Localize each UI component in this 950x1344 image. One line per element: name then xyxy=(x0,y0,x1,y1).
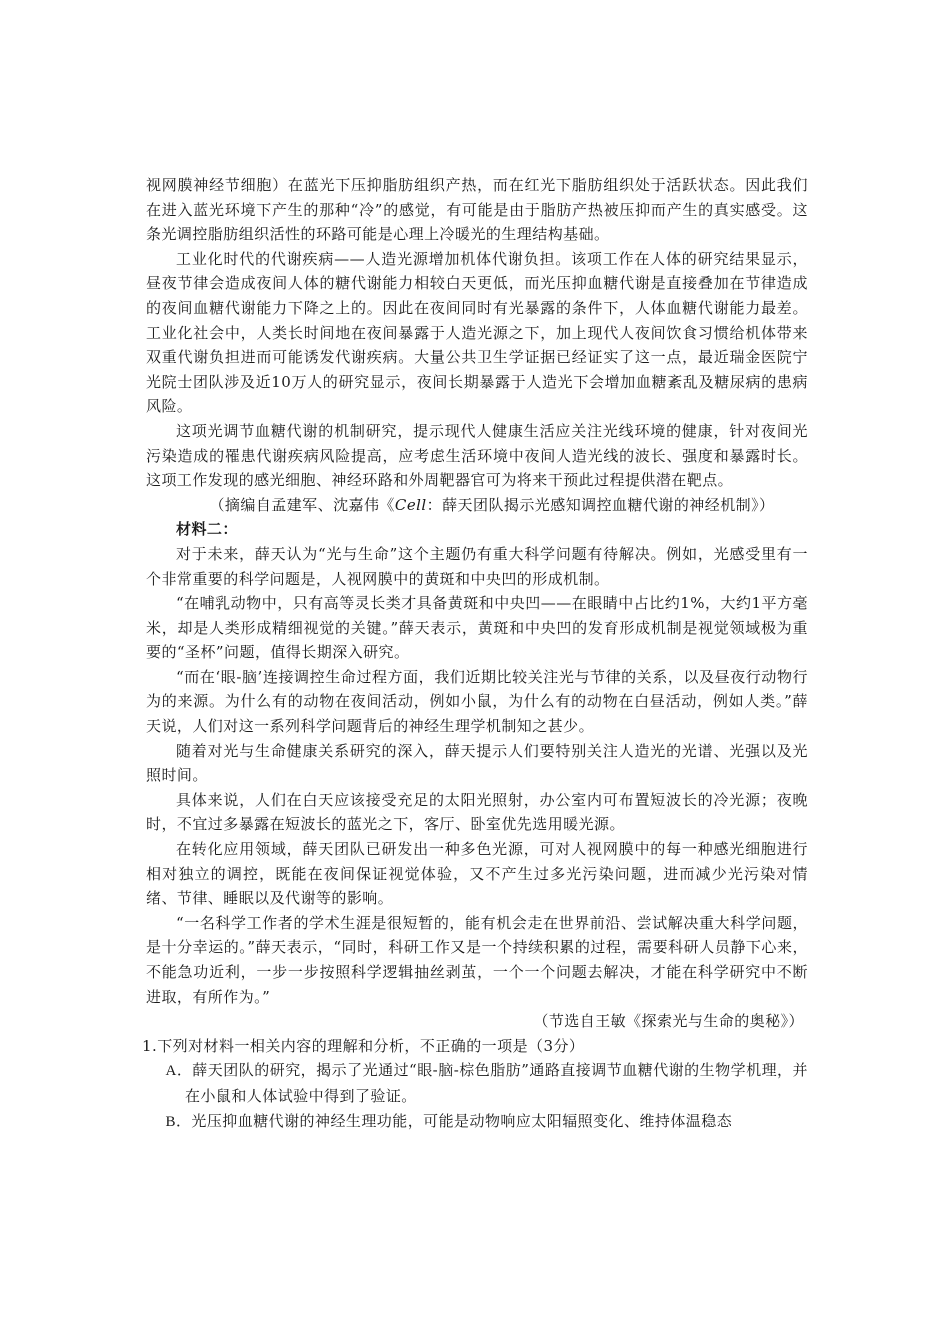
material2-paragraph: 在转化应用领域，薛天团队已研发出一种多色光源，可对人视网膜中的每一种感光细胞进行相对独立的调控，既能在夜间保证视觉体验，又不产生过多光污染问题，进而减少光污染对情绪、节律、睡眠以及代谢等的影响。 xyxy=(146,840,808,908)
material2-paragraph: “在哺乳动物中，只有高等灵长类才具备黄斑和中央凹——在眼睛中占比约1%，大约1平方毫米，却是人类形成精细视觉的关键。”薛天表示，黄斑和中央凹的发育形成机制是视觉领域极为重要的“圣杯”问题，值得长期深入研究。 xyxy=(146,594,808,662)
option-letter: A． xyxy=(165,1063,193,1080)
material1-paragraph-1: 工业化时代的代谢疾病——人造光源增加机体代谢负担。该项工作在人体的研究结果显示，昼夜节律会造成夜间人体的糖代谢能力相较白天更低，而光压抑血糖代谢是直接叠加在节律造成的夜间血糖代谢能力下降之上的。因此在夜间同时有光暴露的条件下，人体血糖代谢能力最差。工业化社会中，人类长时间地在夜间暴露于人造光源之下，加上现代人夜间饮食习惯给机体带来双重代谢负担进而可能诱发代谢疾病。大量公共卫生学证据已经证实了这一点，最近瑞金医院宁光院士团队涉及近10万人的研究显示，夜间长期暴露于人造光下会增加血糖紊乱及糖尿病的患病风险。 xyxy=(146,249,808,416)
question-stem: 1.下列对材料一相关内容的理解和分析，不正确的一项是（3分） xyxy=(142,1036,585,1055)
option-letter: B． xyxy=(165,1113,192,1130)
source-suffix: ：薛天团队揭示光感知调控血糖代谢的神经机制》） xyxy=(426,495,775,514)
option-text: 薛天团队的研究，揭示了光通过“眼-脑-棕色脂肪”通路直接调节血糖代谢的生物学机理，并在小鼠和人体试验中得到了验证。 xyxy=(185,1061,808,1105)
material2-paragraph: 具体来说，人们在白天应该接受充足的太阳光照射，办公室内可布置短波长的冷光源；夜晚时，不宜过多暴露在短波长的蓝光之下，客厅、卧室优先选用暖光源。 xyxy=(146,790,808,834)
material2-source: （节选自王敏《探索光与生命的奥秘》） xyxy=(533,1012,804,1031)
source-journal: Cell xyxy=(394,495,427,514)
question-option-b xyxy=(146,1109,808,1135)
material2-heading: 材料二： xyxy=(176,520,238,539)
material1-paragraph-0: 视网膜神经节细胞）在蓝光下压抑脂肪组织产热，而在红光下脂肪组织处于活跃状态。因此我们在进入蓝光环境下产生的那种“冷”的感觉，有可能是由于脂肪产热被压抑而产生的真实感受。这条光调控脂肪组织活性的环路可能是心理上冷暖光的生理结构基础。 xyxy=(146,176,808,244)
material2-paragraph: “而在‘眼-脑’连接调控生命过程方面，我们近期比较关注光与节律的关系，以及昼夜行动物行为的来源。为什么有的动物在夜间活动，例如小鼠，为什么有的动物在白昼活动，例如人类。”薛天说，人们对这一系列科学问题背后的神经生理学机制知之甚少。 xyxy=(146,667,808,736)
document-page xyxy=(142,173,808,1134)
source-prefix: （摘编自孟建军、沈嘉伟《 xyxy=(209,495,395,514)
material2-paragraph: 对于未来，薛天认为“光与生命”这个主题仍有重大科学问题有待解决。例如，光感受里有一个非常重要的科学问题是，人视网膜中的黄斑和中央凹的形成机制。 xyxy=(146,544,808,588)
material2-paragraph: “一名科学工作者的学术生涯是很短暂的，能有机会走在世界前沿、尝试解决重大科学问题，是十分幸运的。”薛天表示，“同时，科研工作又是一个持续积累的过程，需要科研人员静下心来，不能急功近利，一步一步按照科学逻辑抽丝剥茧，一个一个问题去解决，才能在科学研究中不断进取，有所作为。” xyxy=(146,913,808,1006)
option-text: 光压抑血糖代谢的神经生理功能，可能是动物响应太阳辐照变化、维持体温稳态 xyxy=(191,1111,733,1130)
material2-paragraph: 随着对光与生命健康关系研究的深入，薛天提示人们要特别关注人造光的光谱、光强以及光照时间。 xyxy=(146,741,808,785)
material1-source xyxy=(146,493,808,518)
question-option-a xyxy=(146,1058,808,1108)
material1-paragraph-2: 这项光调节血糖代谢的机制研究，提示现代人健康生活应关注光线环境的健康，针对夜间光污染造成的罹患代谢疾病风险提高，应考虑生活环境中夜间人造光线的波长、强度和暴露时长。这项工作发现的感光细胞、神经环路和外周靶器官可为将来干预此过程提供潜在靶点。 xyxy=(146,421,808,490)
